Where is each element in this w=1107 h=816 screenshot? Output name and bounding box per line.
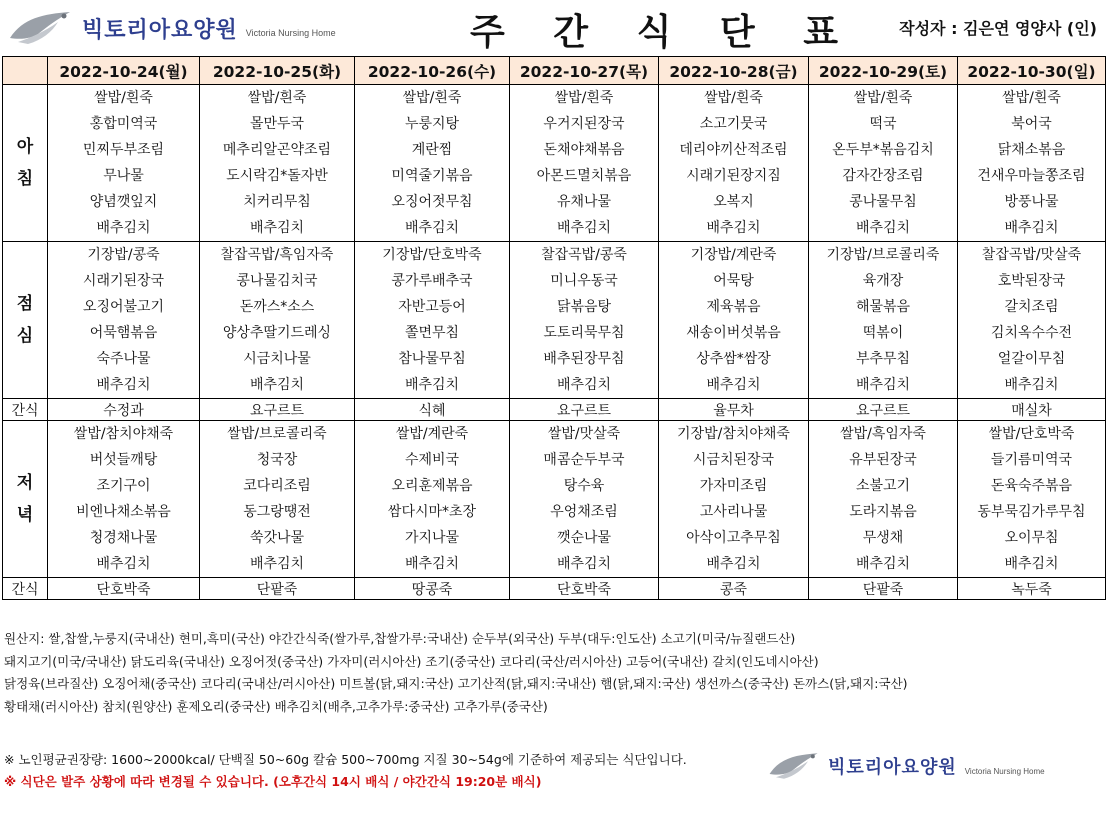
breakfast-cell — [48, 85, 200, 242]
origin-line: 원산지: 쌀,찹쌀,누룽지(국내산) 현미,흑미(국산) 야간간식죽(쌀가루,찹쌀가루:국내산) 순두부(외국산) 두부(대두:인도산) 소고기(미국/뉴질랜드산) — [4, 631, 796, 646]
menu-item: 치커리무침 — [243, 194, 311, 210]
menu-item: 미니우동국 — [550, 273, 618, 289]
label-char: 아 — [16, 137, 34, 157]
menu-item: 누룽지탕 — [404, 116, 460, 132]
snack-cell: 요구르트 — [200, 399, 355, 421]
breakfast-cell — [510, 85, 659, 242]
corner-cell — [3, 57, 48, 85]
breakfast-label — [3, 85, 48, 242]
menu-item: 배추김치 — [556, 220, 612, 236]
menu-item: 민찌두부조림 — [82, 142, 165, 158]
menu-item: 깻순나물 — [556, 530, 612, 546]
menu-item: 갈치조림 — [1004, 299, 1059, 315]
menu-item: 조기구이 — [96, 478, 151, 494]
menu-item: 어묵햄볶음 — [89, 325, 158, 341]
menu-item: 배추김치 — [706, 220, 761, 236]
menu-item: 도시락김*돌자반 — [226, 168, 328, 184]
afternoon-snack-row — [3, 399, 1106, 421]
menu-item: 쌀밥/단호박죽 — [988, 426, 1075, 442]
menu-item: 쌀밥/계란죽 — [395, 426, 469, 442]
lunch-label — [3, 242, 48, 399]
logo-name: 빅토리아요양원 — [82, 17, 238, 43]
day-header: 2022-10-26(수) — [355, 57, 510, 85]
menu-item: 몰만두국 — [249, 116, 305, 132]
lunch-cell — [510, 242, 659, 399]
dinner-label — [3, 421, 48, 578]
menu-item: 코다리조림 — [243, 478, 311, 494]
day-header: 2022-10-28(금) — [659, 57, 809, 85]
snack-cell: 율무차 — [659, 399, 809, 421]
logo-subtitle: Victoria Nursing Home — [245, 28, 336, 38]
day-header: 2022-10-30(일) — [958, 57, 1106, 85]
origin-line: 닭정육(브라질산) 오징어채(중국산) 코다리(국내산/러시아산) 미트볼(닭,돼지:국산) 고기산적(닭,돼지:국내산) 햄(닭,돼지:국산) 생선까스(중국산) 돈까스(닭,돼지:국산) — [4, 676, 908, 691]
menu-item: 가지나물 — [404, 530, 460, 546]
logo-name: 빅토리아요양원 — [828, 757, 957, 778]
menu-item: 참나물무침 — [398, 351, 466, 367]
menu-item: 떡국 — [869, 116, 897, 132]
menu-item: 북어국 — [1011, 116, 1052, 132]
lunch-cell — [48, 242, 200, 399]
menu-item: 고사리나물 — [699, 504, 768, 520]
menu-item: 소고기뭇국 — [699, 116, 768, 132]
menu-item: 배추김치 — [1004, 377, 1059, 393]
menu-item: 쌀밥/맛살죽 — [547, 426, 621, 442]
night-snack-cell: 단호박죽 — [510, 578, 659, 600]
menu-item: 아몬드멸치볶음 — [536, 168, 632, 184]
snack-cell: 식혜 — [355, 399, 510, 421]
menu-item: 수제비국 — [404, 452, 460, 468]
menu-item: 호박된장국 — [997, 273, 1066, 289]
day-header: 2022-10-27(목) — [510, 57, 659, 85]
menu-item: 배추김치 — [249, 377, 305, 393]
menu-item: 계란찜 — [411, 142, 453, 158]
menu-item: 배추김치 — [249, 220, 305, 236]
lunch-cell — [659, 242, 809, 399]
menu-item: 우엉채조림 — [550, 504, 618, 520]
menu-item: 동그랑땡전 — [243, 504, 311, 520]
menu-item: 홍합미역국 — [89, 116, 158, 132]
menu-item: 쌀밥/브로콜리죽 — [227, 426, 327, 442]
menu-table — [2, 56, 1106, 600]
night-snack-cell: 단팥죽 — [200, 578, 355, 600]
origin-line: 돼지고기(미국/국내산) 닭도리육(국내산) 오징어젓(중국산) 가자미(러시아산) 조기(중국산) 코다리(국산/러시아산) 고등어(국내산) 갈치(인도네시아산) — [4, 653, 819, 669]
menu-item: 배추김치 — [1004, 556, 1059, 572]
label-char: 침 — [16, 169, 34, 189]
menu-item: 쌀밥/흰죽 — [94, 90, 153, 106]
night-snack-cell: 녹두죽 — [958, 578, 1106, 600]
logo — [8, 6, 336, 50]
nutrition-note: ※ 노인평균권장량: 1600~2000kcal/ 단백질 50~60g 칼슘 500~700mg 지질 30~54g에 기준하여 제공되는 식단입니다. — [4, 752, 687, 767]
night-snack-row — [3, 578, 1106, 600]
menu-item: 쌀밥/흰죽 — [402, 90, 462, 106]
menu-item: 소불고기 — [855, 478, 911, 494]
menu-item: 배추김치 — [706, 377, 761, 393]
menu-item: 무생채 — [862, 530, 904, 546]
snack-cell: 수정과 — [48, 399, 200, 421]
menu-item: 도토리묵무침 — [543, 325, 625, 341]
menu-item: 기장밥/계란죽 — [690, 247, 777, 263]
menu-item: 메추리알곤약조림 — [222, 142, 332, 158]
menu-item: 배추김치 — [96, 220, 151, 236]
dinner-row — [3, 421, 1106, 578]
menu-item: 시금치나물 — [243, 351, 311, 367]
menu-item: 쌈다시마*초장 — [387, 504, 477, 520]
menu-item: 배추김치 — [404, 377, 460, 393]
logo-subtitle: Victoria Nursing Home — [964, 766, 1045, 776]
menu-item: 찰잡곡밥/맛살죽 — [981, 247, 1082, 263]
menu-item: 유부된장국 — [849, 452, 917, 468]
menu-item: 오리훈제볶음 — [391, 478, 473, 494]
label-char: 저 — [16, 473, 34, 493]
snack-cell: 요구르트 — [809, 399, 958, 421]
menu-item: 찰잡곡밥/흑임자죽 — [220, 247, 334, 263]
author-line: 작성자 : 김은연 영양사 (인) — [899, 19, 1097, 38]
breakfast-cell — [809, 85, 958, 242]
menu-item: 청경채나물 — [89, 530, 158, 546]
menu-item: 콩나물무침 — [849, 194, 917, 210]
snack-label: 간식 — [3, 399, 48, 421]
dinner-cell — [200, 421, 355, 578]
menu-item: 쑥갓나물 — [249, 530, 305, 546]
menu-item: 쌀밥/흑임자죽 — [840, 426, 926, 442]
lunch-row — [3, 242, 1106, 399]
menu-item: 배추김치 — [96, 556, 151, 572]
day-header: 2022-10-25(화) — [200, 57, 355, 85]
label-char: 심 — [16, 326, 34, 346]
menu-item: 쌀밥/참치야채죽 — [73, 426, 174, 442]
menu-item: 기장밥/단호박죽 — [382, 247, 482, 263]
menu-item: 기장밥/참치야채죽 — [677, 426, 790, 442]
label-char: 점 — [16, 294, 34, 314]
menu-item: 떡볶이 — [862, 325, 904, 341]
menu-item: 쌀밥/흰죽 — [704, 90, 763, 106]
menu-item: 오징어젓무침 — [391, 194, 473, 210]
breakfast-cell — [355, 85, 510, 242]
menu-item: 동부묵김가루무침 — [977, 504, 1086, 520]
menu-item: 찰잡곡밥/콩죽 — [541, 247, 627, 263]
menu-item: 어묵탕 — [713, 273, 754, 289]
night-snack-cell: 단호박죽 — [48, 578, 200, 600]
menu-item: 배추김치 — [404, 556, 460, 572]
menu-item: 오복지 — [713, 194, 754, 210]
menu-item: 오이무침 — [1004, 530, 1059, 546]
lunch-cell — [809, 242, 958, 399]
menu-item: 닭채소볶음 — [997, 142, 1066, 158]
night-snack-cell: 단팥죽 — [809, 578, 958, 600]
menu-item: 시래기된장지짐 — [686, 168, 781, 184]
menu-item: 버섯들깨탕 — [89, 452, 158, 468]
menu-item: 쌀밥/흰죽 — [554, 90, 614, 106]
day-header: 2022-10-24(월) — [48, 57, 200, 85]
menu-item: 배추김치 — [1004, 220, 1059, 236]
menu-item: 얼갈이무침 — [997, 351, 1066, 367]
dinner-cell — [809, 421, 958, 578]
snack-cell: 요구르트 — [510, 399, 659, 421]
menu-item: 숙주나물 — [96, 351, 151, 367]
menu-item: 온두부*볶음김치 — [832, 142, 934, 158]
day-header: 2022-10-29(토) — [809, 57, 958, 85]
menu-item: 청국장 — [256, 452, 298, 468]
menu-item: 콩가루배추국 — [391, 273, 473, 289]
menu-item: 해물볶음 — [855, 299, 911, 315]
lunch-cell — [958, 242, 1106, 399]
breakfast-cell — [200, 85, 355, 242]
menu-item: 제육볶음 — [706, 299, 761, 315]
menu-item: 배추김치 — [404, 220, 460, 236]
menu-item: 돈육숙주볶음 — [990, 478, 1073, 494]
page-title: 주 간 식 단 표 — [470, 12, 857, 53]
menu-item: 배추된장무침 — [543, 351, 625, 367]
menu-item: 돈채야채볶음 — [543, 142, 625, 158]
menu-item: 자반고등어 — [398, 299, 466, 315]
snack-cell: 매실차 — [958, 399, 1106, 421]
menu-item: 아삭이고추무침 — [686, 530, 781, 546]
dinner-cell — [355, 421, 510, 578]
dinner-cell — [659, 421, 809, 578]
menu-item: 새송이버섯볶음 — [686, 325, 781, 341]
night-snack-label: 간식 — [3, 578, 48, 600]
menu-item: 배추김치 — [855, 377, 911, 393]
origin-line: 황태채(러시아산) 참치(원양산) 훈제오리(중국산) 배추김치(배추,고추가루:중국산) 고추가루(중국산) — [4, 698, 548, 714]
menu-item: 콩나물김치국 — [236, 273, 318, 289]
breakfast-row — [3, 85, 1106, 242]
menu-item: 건새우마늘쫑조림 — [977, 168, 1086, 184]
menu-item: 매콤순두부국 — [543, 452, 625, 468]
menu-item: 쫄면무침 — [404, 325, 460, 341]
menu-item: 배추김치 — [706, 556, 761, 572]
menu-item: 김치옥수수전 — [990, 325, 1073, 341]
menu-item: 기장밥/브로콜리죽 — [826, 247, 940, 263]
menu-item: 비엔나채소볶음 — [76, 504, 171, 520]
menu-item: 상추쌈*쌈장 — [696, 351, 771, 367]
menu-item: 돈까스*소스 — [239, 299, 315, 315]
bird-logo-icon — [8, 8, 78, 48]
menu-item: 닭볶음탕 — [556, 299, 612, 315]
label-char: 녁 — [16, 505, 34, 525]
menu-item: 도라지볶음 — [849, 504, 917, 520]
night-snack-cell: 땅콩죽 — [355, 578, 510, 600]
menu-item: 양념깻잎지 — [89, 194, 158, 210]
menu-item: 데리야끼산적조림 — [679, 142, 788, 158]
footer-logo — [768, 750, 1045, 782]
menu-item: 방풍나물 — [1004, 194, 1059, 210]
menu-item: 우거지된장국 — [543, 116, 625, 132]
menu-item: 부추무침 — [855, 351, 911, 367]
menu-item: 탕수육 — [563, 478, 605, 494]
menu-item: 육개장 — [862, 273, 904, 289]
day-header-row — [3, 57, 1106, 85]
menu-item: 배추김치 — [556, 556, 612, 572]
breakfast-cell — [659, 85, 809, 242]
dinner-cell — [48, 421, 200, 578]
lunch-cell — [200, 242, 355, 399]
dinner-cell — [510, 421, 659, 578]
breakfast-cell — [958, 85, 1106, 242]
menu-item: 시금치된장국 — [692, 452, 775, 468]
page-header — [0, 0, 1107, 56]
menu-item: 양상추딸기드레싱 — [222, 325, 332, 341]
menu-item: 무나물 — [103, 168, 144, 184]
menu-item: 유채나물 — [556, 194, 612, 210]
menu-item: 가자미조림 — [699, 478, 768, 494]
menu-item: 감자간장조림 — [842, 168, 924, 184]
lunch-cell — [355, 242, 510, 399]
origin-info — [4, 628, 1104, 718]
menu-item: 배추김치 — [249, 556, 305, 572]
bird-logo-icon — [768, 750, 824, 782]
menu-item: 배추김치 — [855, 220, 911, 236]
menu-item: 배추김치 — [556, 377, 612, 393]
menu-item: 들기름미역국 — [990, 452, 1073, 468]
menu-item: 배추김치 — [96, 377, 151, 393]
menu-item: 기장밥/콩죽 — [87, 247, 160, 263]
menu-item: 미역줄기볶음 — [391, 168, 473, 184]
menu-item: 쌀밥/흰죽 — [1002, 90, 1061, 106]
menu-item: 시래기된장국 — [82, 273, 165, 289]
menu-item: 쌀밥/흰죽 — [853, 90, 913, 106]
menu-item: 쌀밥/흰죽 — [247, 90, 307, 106]
night-snack-cell: 콩죽 — [659, 578, 809, 600]
dinner-cell — [958, 421, 1106, 578]
schedule-note: ※ 식단은 발주 상황에 따라 변경될 수 있습니다. (오후간식 14시 배식 / 야간간식 19:20분 배식) — [4, 774, 542, 789]
menu-item: 오징어불고기 — [82, 299, 165, 315]
menu-item: 배추김치 — [855, 556, 911, 572]
